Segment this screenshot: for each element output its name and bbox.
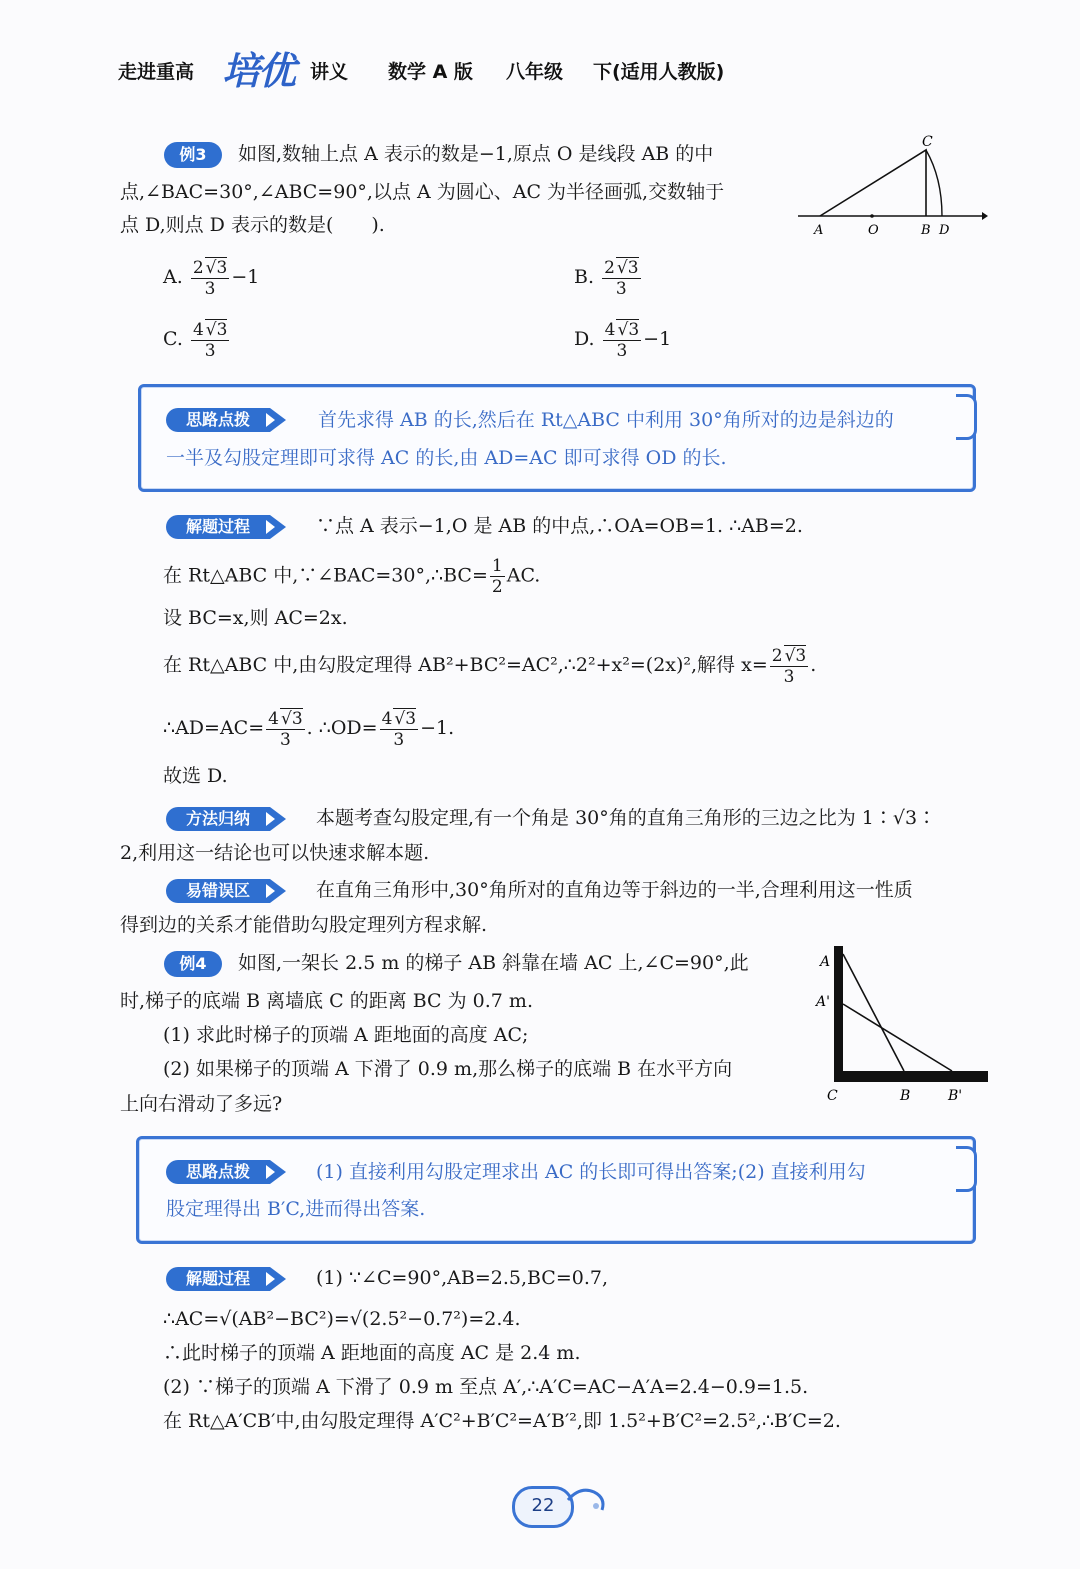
option-b-fraction: $\frac{2√ 3}{3}$ [602,257,641,299]
ex4-fig-label-c: C [827,1088,838,1104]
error-tag-label: 易错误区 [166,879,270,903]
ex3-solution-line-2: 在 Rt△ABC 中,∵∠BAC=30°,∴BC= $\frac{1}{2}$ AC. [163,556,541,597]
method-line-2: 2,利用这一结论也可以快速求解本题. [120,842,430,864]
ex4-solution-line-5: 在 Rt△A′CB′中,由勾股定理得 A′C²+B′C²=A′B′²,即 1.5²+B′C²=2.5²,∴B′C=2. [163,1410,841,1432]
hint-tag-label-2: 思路点拨 [166,1160,270,1184]
header-book: 讲义 [310,61,349,83]
ex3-question-line-2: 点,∠BAC=30°,∠ABC=90°,以点 A 为圆心、AC 为半径画弧,交数轴于 [120,181,725,203]
header-volume: 下(适用人教版) [593,61,725,83]
ex3-fig-label-b: B [921,223,931,238]
ex3-fig-label-d: D [939,223,950,238]
ex4-question-line-2: 时,梯子的底端 B 离墙底 C 的距离 BC 为 0.7 m. [120,990,533,1012]
ex4-solution-line-2: ∴AC=√(AB²−BC²)=√(2.5²−0.7²)=2.4. [163,1308,521,1330]
ex4-hint-line-2: 股定理得出 B′C,进而得出答案. [166,1198,426,1220]
ex3-fig-label-o: O [868,223,879,238]
ex3-solution-line-1: ∵点 A 表示−1,O 是 AB 的中点,∴OA=OB=1. ∴AB=2. [316,515,803,537]
ex4-question-line-4: (2) 如果梯子的顶端 A 下滑了 0.9 m,那么梯子的底端 B 在水平方向 [163,1058,733,1080]
method-tag-label: 方法归纳 [166,807,270,831]
ex4-fig-label-a-prime: A' [816,994,830,1010]
header-brand: 培优 [222,49,295,93]
ex3-fig-label-a: A [814,223,824,238]
ex3-question-line-3: 点 D,则点 D 表示的数是( ). [120,214,385,236]
ex4-fig-label-a: A [820,954,831,970]
ex3-solution-line-4: 在 Rt△ABC 中,由勾股定理得 AB²+BC²=AC²,∴2²+x²=(2x)²,解得 x= $\frac{2√ 3}{3}$ . [163,645,816,687]
ex4-question-line-3: (1) 求此时梯子的顶端 A 距地面的高度 AC; [163,1024,529,1046]
ex3-solution-line-5: ∴AD=AC= $\frac{4√ 3}{3}$ . ∴OD= $\frac{4√ 3}{3}$ −1. [163,706,454,750]
ex3-option-b [574,254,643,300]
option-d-label: D. [574,328,595,350]
ex4-hint-line-1: (1) 直接利用勾股定理求出 AC 的长即可得出答案;(2) 直接利用勾 [316,1161,866,1183]
page-number-flourish [566,1480,610,1520]
option-a-fraction: $\frac{2√ 3}{3}$ [191,257,230,299]
ex4-solution-line-1: (1) ∵∠C=90°,AB=2.5,BC=0.7, [316,1267,609,1289]
ex3-hint-tag [166,408,292,432]
ex3-option-d [574,316,671,362]
option-d-fraction: $\frac{4√ 3}{3}$ [603,319,642,361]
method-line-1: 本题考查勾股定理,有一个角是 30°角的直角三角形的三边之比为 1∶√3∶ [316,807,937,829]
solution-tag-label-2: 解题过程 [166,1267,270,1291]
page-header [118,44,818,94]
ex3-fig-label-c: C [922,134,933,150]
ex3-hint-box [138,384,976,492]
hint-clip-decoration [956,394,977,440]
header-grade: 八年级 [506,61,564,83]
ex4-question-line-1: 如图,一架长 2.5 m 的梯子 AB 斜靠在墙 AC 上,∠C=90°,此 [238,952,749,974]
method-summary-tag [166,807,292,831]
page-number: 22 [531,1495,555,1516]
ex4-solution-line-4: (2) ∵梯子的顶端 A 下滑了 0.9 m 至点 A′,∴A′C=AC−A′A=2.4−0.9=1.5. [163,1376,809,1398]
ex3-solution-tag [166,515,292,539]
ex3-solution-line-6: 故选 D. [163,765,228,787]
page-number-badge [512,1486,574,1528]
solution-tag-label: 解题过程 [166,515,270,539]
ex3-question-line-1: 如图,数轴上点 A 表示的数是−1,原点 O 是线段 AB 的中 [238,143,714,165]
ex4-ladder-figure [812,940,992,1110]
ex4-solution-tag [166,1267,292,1291]
ex4-hint-tag [166,1160,292,1184]
header-series: 走进重高 [118,61,195,83]
ex4-fig-label-b: B [900,1088,911,1104]
ex3-option-a [163,254,259,300]
ex3-hint-line-2: 一半及勾股定理即可求得 AC 的长,由 AD=AC 即可求得 OD 的长. [166,447,727,469]
option-a-label: A. [163,266,183,288]
common-error-tag [166,879,292,903]
example-4-badge: 例4 [164,951,222,977]
header-subject: 数学 A 版 [388,61,473,83]
ex3-solution-line-3: 设 BC=x,则 AC=2x. [163,607,348,629]
hint-tag-label: 思路点拨 [166,408,270,432]
option-a-tail: −1 [231,266,260,288]
ex4-question-line-5: 上向右滑动了多远? [120,1093,283,1115]
error-line-2: 得到边的关系才能借助勾股定理列方程求解. [120,914,488,936]
ex4-solution-line-3: ∴此时梯子的顶端 A 距地面的高度 AC 是 2.4 m. [163,1342,581,1364]
ex4-hint-box [136,1136,976,1244]
option-c-label: C. [163,328,183,350]
hint-clip-decoration-2 [956,1146,977,1192]
option-d-tail: −1 [643,328,672,350]
ex3-hint-line-1: 首先求得 AB 的长,然后在 Rt△ABC 中利用 30°角所对的边是斜边的 [318,409,894,431]
error-line-1: 在直角三角形中,30°角所对的直角边等于斜边的一半,合理利用这一性质 [316,879,913,901]
ex3-number-line-figure [790,128,990,238]
ex4-fig-label-b-prime: B' [948,1088,963,1104]
example-3-badge: 例3 [164,142,222,168]
ex3-option-c [163,316,231,362]
option-c-fraction: $\frac{4√ 3}{3}$ [191,319,230,361]
option-b-label: B. [574,266,595,288]
